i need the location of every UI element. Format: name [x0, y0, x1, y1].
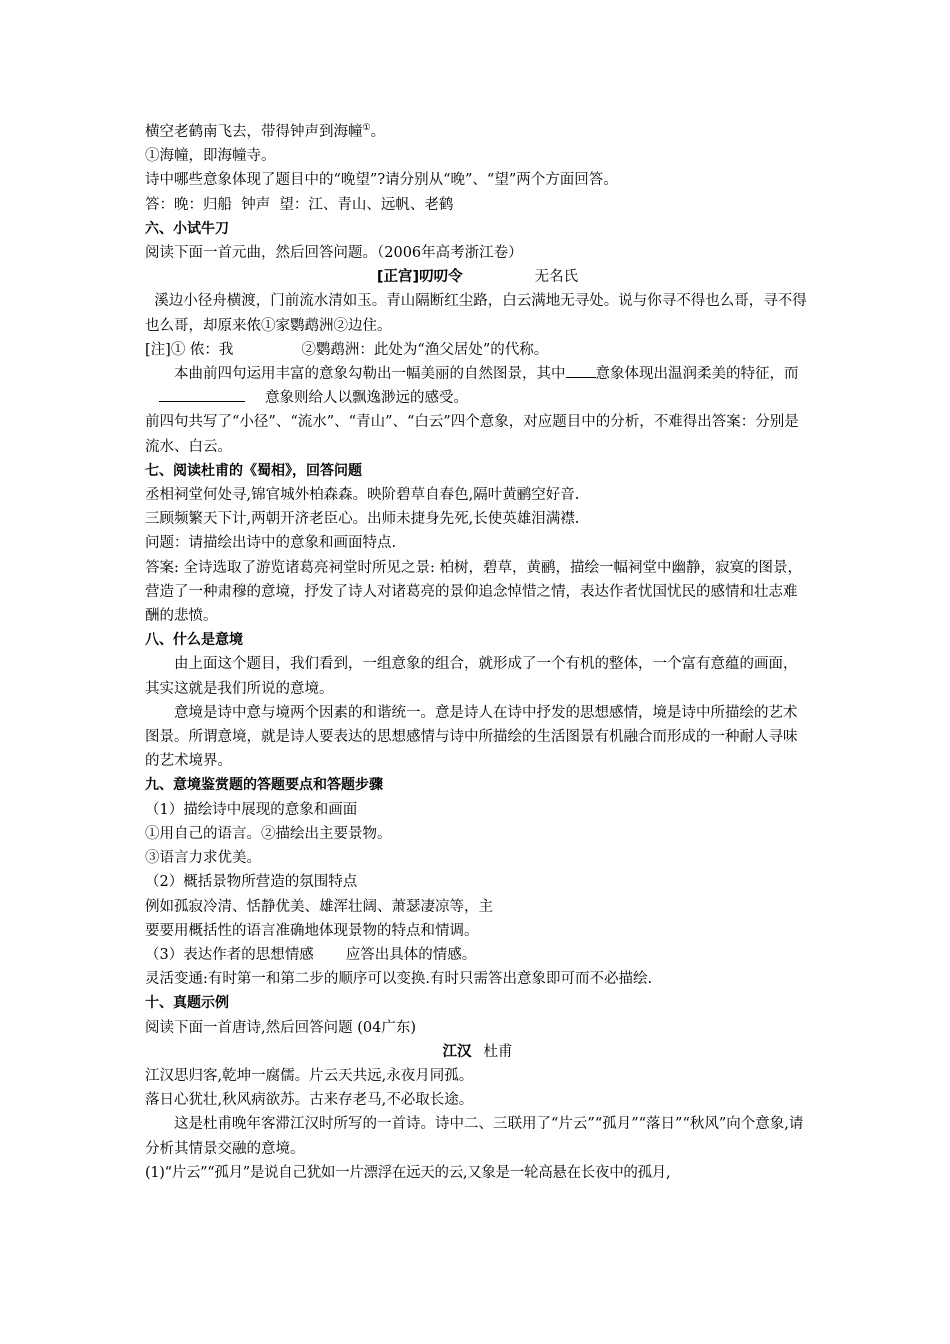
poem-line: 丞相祠堂何处寻,锦官城外柏森森。映阶碧草自春色,隔叶黄鹂空好音. — [145, 487, 580, 504]
question: 诗中哪些意象体现了题目中的“晚望”?请分别从“晚”、“望”两个方面回答。 — [145, 172, 618, 189]
qu-author: 无名氏 — [534, 269, 579, 286]
text: 。 — [370, 124, 386, 140]
paragraph: 由上面这个题目，我们看到，一组意象的组合，就形成了一个有机的整体，一个富有意蕴的画面，其实这就是我们所说的意境。 — [145, 656, 798, 697]
poem-line: 三顾频繁天下计,两朝开济老臣心。出师未捷身先死,长使英雄泪满襟. — [145, 511, 580, 528]
note-a: [注]① 侬：我 — [145, 341, 234, 358]
step-detail: 例如孤寂冷清、恬静优美、雄浑壮阔、萧瑟凄凉等，主 — [145, 898, 493, 915]
poem-author: 杜甫 — [483, 1043, 513, 1060]
answer-blank — [159, 387, 245, 402]
section-heading-7: 七、阅读杜甫的《蜀相》，回答问题 — [145, 462, 362, 479]
poem-title-line — [145, 1040, 810, 1064]
text: （3）表达作者的思想情感 — [145, 946, 314, 963]
step-detail: ①用自己的语言。②描绘出主要景物。 — [145, 825, 392, 842]
instruction: 阅读下面一首元曲，然后回答问题。（2006年高考浙江卷） — [145, 245, 523, 262]
paragraph: (1)“片云”“孤月”是说自己犹如一片漂浮在远天的云,又象是一轮高悬在长夜中的孤月, — [145, 1164, 671, 1181]
section-heading-8: 八、什么是意境 — [145, 632, 243, 649]
fill-question — [145, 362, 810, 410]
text: 意象体现出温润柔美的特征，而 — [595, 366, 799, 383]
question: 问题：请描绘出诗中的意象和画面特点. — [145, 535, 397, 552]
analysis: 前四句共写了“小径”、“流水”、“青山”、“白云”四个意象，对应题目中的分析，不难得出答案：分别是流水、白云。 — [145, 414, 799, 455]
section-heading-9: 九、意境鉴赏题的答题要点和答题步骤 — [145, 777, 383, 794]
qu-title: [正宫]叨叨令 — [376, 269, 463, 286]
step: （2）概括景物所营造的氛围特点 — [145, 874, 358, 891]
footnote-marker: ① — [362, 123, 371, 134]
paragraph: 意境是诗中意与境两个因素的和谐统一。意是诗人在诗中抒发的思想感情，境是诗中所描绘的艺术图景。所谓意境，就是诗人要表达的思想感情与诗中所描绘的生活图景有机融合而形成的一种耐人寻味的艺术境界。 — [145, 704, 798, 770]
text: 本曲前四句运用丰富的意象勾勒出一幅美丽的自然图景，其中 — [174, 366, 566, 383]
footnote: ①海幢，即海幢寺。 — [145, 148, 276, 165]
answer: 答：晚：归船 钟声 望：江、青山、远帆、老鹤 — [145, 196, 454, 213]
poem-title: 江汉 — [442, 1043, 472, 1060]
text: 意象则给人以飘逸渺远的感受。 — [265, 390, 468, 407]
poem-line: 落日心犹壮,秋风病欲苏。古来存老马,不必取长途。 — [145, 1092, 474, 1109]
note-line — [145, 338, 810, 362]
step: （1）描绘诗中展现的意象和画面 — [145, 801, 358, 818]
answer-blank — [566, 363, 596, 378]
step-detail: 要要用概括性的语言准确地体现景物的特点和情调。 — [145, 922, 479, 939]
poem-line: 江汉思归客,乾坤一腐儒。片云天共远,永夜月同孤。 — [145, 1067, 474, 1084]
poem-line — [145, 120, 810, 144]
text: 横空老鹤南飞去，带得钟声到海幢 — [145, 124, 363, 140]
section-heading-6: 六、小试牛刀 — [145, 220, 229, 237]
qu-title-line — [145, 265, 810, 289]
step — [145, 943, 810, 967]
note-b: ②鹦鹉洲：此处为“渔父居处”的代称。 — [301, 341, 549, 358]
text: 应答出具体的情感。 — [345, 946, 477, 963]
step-detail: ③语言力求优美。 — [145, 850, 261, 867]
qu-text: 溪边小径舟横渡，门前流水清如玉。青山隔断红尘路，白云满地无寻处。说与你寻不得也么哥，寻不得也么哥，却原来侬①家鹦鹉洲②边住。 — [145, 293, 807, 334]
document-page — [145, 120, 810, 1185]
section-heading-10: 十、真题示例 — [145, 995, 229, 1012]
tip: 灵活变通:有时第一和第二步的顺序可以变换.有时只需答出意象即可而不必描绘. — [145, 971, 653, 988]
answer: 答案: 全诗选取了游览诸葛亮祠堂时所见之景: 柏树，碧草，黄鹂，描绘一幅祠堂中幽静，寂寞的图景，营造了一种肃穆的意境，抒发了诗人对诸葛亮的景仰追念悼惜之情，表达作者忧国忧民的感情和壮志难酬的悲愤。 — [145, 559, 802, 625]
paragraph: 这是杜甫晚年客滞江汉时所写的一首诗。诗中二、三联用了“片云”“孤月”“落日”“秋风”向个意象,请分析其情景交融的意境。 — [145, 1116, 804, 1157]
instruction: 阅读下面一首唐诗,然后回答问题 (04广东) — [145, 1019, 416, 1036]
